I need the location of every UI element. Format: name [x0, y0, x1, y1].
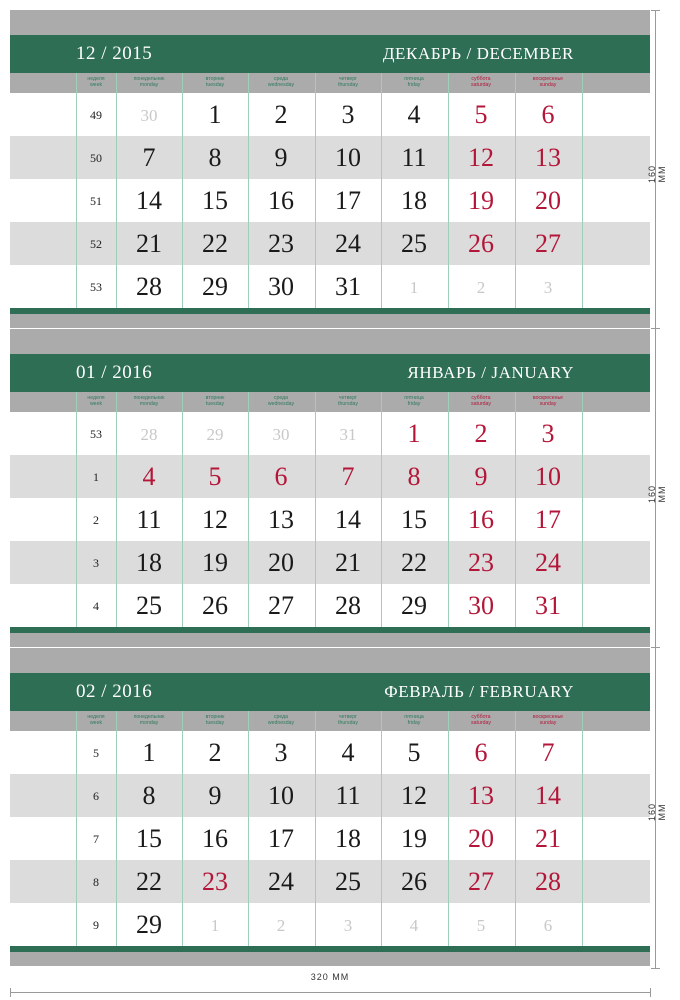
column-divider [515, 73, 516, 308]
week-number: 5 [93, 746, 99, 760]
week-number: 1 [93, 470, 99, 484]
day-cell: 14 [535, 781, 561, 810]
weekday-label-ru: четверг [338, 76, 358, 82]
month-bottom-strip [10, 952, 650, 966]
weekday-label [381, 395, 447, 407]
dimension-tick [650, 988, 651, 997]
column-divider [381, 392, 382, 627]
day-cell: 2 [476, 278, 486, 297]
column-divider [116, 73, 117, 308]
day-cell: 26 [401, 867, 427, 896]
weekday-label-en: tuesday [205, 82, 225, 88]
weekday-label-ru: вторник [205, 76, 225, 82]
week-row [10, 774, 650, 817]
weekday-label-ru: воскресенье [532, 395, 564, 401]
day-cell: 1 [407, 419, 421, 448]
weekday-label-en: thursday [338, 82, 358, 88]
weekday-label-en: saturday [471, 401, 491, 407]
day-cell: 4 [409, 916, 419, 935]
week-number: 53 [90, 427, 102, 441]
month-bottom-strip [10, 633, 650, 647]
day-cell: 10 [268, 781, 294, 810]
weekday-label-ru: среда [273, 714, 289, 720]
day-cell: 18 [401, 186, 427, 215]
day-cell: 20 [268, 548, 294, 577]
day-cell: 16 [468, 505, 494, 534]
month-number: 02 / 2016 [76, 681, 153, 702]
weekday-label [315, 76, 381, 88]
day-cell: 1 [409, 278, 419, 297]
day-cell: 17 [535, 505, 561, 534]
month-name: ДЕКАБРЬ / DECEMBER [382, 44, 574, 63]
day-cell: 5 [407, 738, 421, 767]
day-cell: 18 [136, 548, 162, 577]
column-divider [182, 392, 183, 627]
column-divider [182, 73, 183, 308]
dimension-tick [651, 10, 660, 11]
column-divider [248, 73, 249, 308]
day-cell: 1 [210, 916, 220, 935]
week-number: 50 [90, 151, 102, 165]
weekday-label-ru: пятница [404, 714, 424, 720]
day-cell: 11 [335, 781, 361, 810]
weekday-label-ru: неделя [87, 395, 105, 401]
dimension-line-horizontal [10, 992, 650, 993]
day-cell: 11 [136, 505, 162, 534]
day-cell: 16 [268, 186, 294, 215]
column-divider [315, 711, 316, 946]
day-cell: 21 [535, 824, 561, 853]
weekday-label-ru: пятница [404, 76, 424, 82]
column-divider [582, 73, 583, 308]
day-cell: 2 [274, 100, 288, 129]
weekday-label-en: monday [139, 82, 159, 88]
weekday-label-en: week [89, 720, 103, 726]
weekday-label-en: sunday [539, 401, 557, 407]
weekday-label-ru: воскресенье [532, 714, 564, 720]
month-number: 01 / 2016 [76, 362, 153, 383]
day-cell: 19 [468, 186, 494, 215]
month-block [10, 648, 650, 966]
day-cell: 2 [276, 916, 286, 935]
day-cell: 3 [341, 100, 355, 129]
day-cell: 23 [468, 548, 494, 577]
day-cell: 2 [474, 419, 488, 448]
dimension-tick [10, 988, 11, 997]
day-cell: 3 [541, 419, 555, 448]
month-block [10, 10, 650, 328]
day-cell: 24 [268, 867, 294, 896]
column-divider [381, 73, 382, 308]
day-cell: 3 [274, 738, 288, 767]
day-cell: 25 [136, 591, 162, 620]
day-cell: 11 [401, 143, 427, 172]
day-cell: 15 [202, 186, 228, 215]
column-divider [448, 711, 449, 946]
weekday-label-en: saturday [471, 720, 491, 726]
weekday-label [448, 714, 514, 726]
weekday-label-en: sunday [539, 720, 557, 726]
week-row [10, 584, 650, 627]
weekday-label-en: monday [139, 720, 159, 726]
month-number: 12 / 2015 [76, 43, 153, 64]
day-cell: 26 [468, 229, 494, 258]
day-cell: 10 [535, 462, 561, 491]
day-cell: 13 [468, 781, 494, 810]
day-cell: 2 [208, 738, 222, 767]
weekday-label [515, 714, 581, 726]
week-row [10, 498, 650, 541]
weekday-label [116, 76, 182, 88]
day-cell: 9 [274, 143, 288, 172]
day-cell: 22 [202, 229, 228, 258]
day-cell: 4 [407, 100, 421, 129]
weekday-label-en: friday [407, 720, 421, 726]
day-cell: 5 [476, 916, 486, 935]
weekday-labels-row [10, 392, 650, 412]
weekday-label-ru: вторник [205, 714, 225, 720]
day-cell: 9 [208, 781, 222, 810]
day-cell: 5 [474, 100, 488, 129]
day-cell: 24 [535, 548, 561, 577]
weekday-label [381, 76, 447, 88]
column-divider [76, 711, 77, 946]
day-cell: 24 [335, 229, 361, 258]
week-row [10, 265, 650, 308]
day-cell: 31 [535, 591, 561, 620]
day-cell: 15 [401, 505, 427, 534]
month-block [10, 329, 650, 647]
week-number: 53 [90, 280, 102, 294]
weekday-label-en: tuesday [205, 401, 225, 407]
day-cell: 21 [136, 229, 162, 258]
week-number: 3 [93, 556, 99, 570]
day-cell: 7 [142, 143, 156, 172]
weekday-label [182, 714, 248, 726]
day-cell: 12 [202, 505, 228, 534]
weekday-label-en: wednesday [267, 401, 295, 407]
weekday-label-ru: воскресенье [532, 76, 564, 82]
day-cell: 27 [468, 867, 494, 896]
weekday-label [515, 76, 581, 88]
day-cell: 25 [401, 229, 427, 258]
day-cell: 17 [268, 824, 294, 853]
day-cell: 3 [343, 916, 353, 935]
column-divider [315, 73, 316, 308]
day-cell: 28 [335, 591, 361, 620]
day-cell: 19 [401, 824, 427, 853]
weekday-label-en: sunday [539, 82, 557, 88]
week-number: 52 [90, 237, 102, 251]
day-cell: 22 [401, 548, 427, 577]
day-cell: 13 [268, 505, 294, 534]
column-divider [515, 392, 516, 627]
day-cell: 26 [202, 591, 228, 620]
week-row [10, 731, 650, 774]
weekday-label [116, 395, 182, 407]
day-cell: 6 [541, 100, 555, 129]
column-divider [182, 711, 183, 946]
month-header [10, 354, 650, 392]
week-number: 6 [93, 789, 99, 803]
weekday-label [315, 395, 381, 407]
column-divider [116, 392, 117, 627]
day-cell: 1 [142, 738, 156, 767]
column-divider [515, 711, 516, 946]
weekday-label-en: week [89, 82, 103, 88]
day-cell: 10 [335, 143, 361, 172]
day-cell: 17 [335, 186, 361, 215]
weekday-label-ru: пятница [404, 395, 424, 401]
day-cell: 30 [272, 425, 290, 444]
day-cell: 6 [274, 462, 288, 491]
weekday-labels-row [10, 73, 650, 93]
weekday-label-ru: неделя [87, 714, 105, 720]
weekday-label-ru: суббота [471, 76, 491, 82]
day-cell: 30 [140, 106, 158, 125]
column-divider [248, 711, 249, 946]
column-divider [448, 392, 449, 627]
weekday-label-en: monday [139, 401, 159, 407]
day-cell: 21 [335, 548, 361, 577]
weekday-label-ru: среда [273, 395, 289, 401]
week-row [10, 136, 650, 179]
day-cell: 14 [136, 186, 162, 215]
column-divider [248, 392, 249, 627]
week-number: 49 [90, 108, 102, 122]
weekday-label [515, 395, 581, 407]
weekday-label-en: friday [407, 401, 421, 407]
week-number: 9 [93, 918, 99, 932]
day-cell: 20 [468, 824, 494, 853]
day-cell: 8 [208, 143, 222, 172]
day-cell: 6 [474, 738, 488, 767]
day-cell: 7 [341, 462, 355, 491]
day-cell: 30 [268, 272, 294, 301]
weekday-label-en: wednesday [267, 82, 295, 88]
weekday-label-en: wednesday [267, 720, 295, 726]
day-cell: 28 [535, 867, 561, 896]
day-cell: 12 [468, 143, 494, 172]
day-cell: 19 [202, 548, 228, 577]
height-label: 160 ММ [647, 484, 667, 504]
day-cell: 7 [541, 738, 555, 767]
day-cell: 8 [142, 781, 156, 810]
column-divider [582, 711, 583, 946]
month-header [10, 35, 650, 73]
day-cell: 6 [543, 916, 553, 935]
week-number: 51 [90, 194, 102, 208]
day-cell: 12 [401, 781, 427, 810]
day-cell: 31 [339, 425, 357, 444]
month-header [10, 673, 650, 711]
weekday-label-ru: суббота [471, 714, 491, 720]
day-cell: 22 [136, 867, 162, 896]
weekday-label-ru: суббота [471, 395, 491, 401]
week-number: 8 [93, 875, 99, 889]
column-divider [76, 73, 77, 308]
month-top-strip [10, 329, 650, 354]
month-name: ЯНВАРЬ / JANUARY [407, 363, 574, 382]
week-number: 2 [93, 513, 99, 527]
day-cell: 29 [206, 425, 224, 444]
week-row [10, 860, 650, 903]
day-cell: 29 [136, 910, 162, 939]
height-label: 160 ММ [647, 164, 667, 184]
day-cell: 9 [474, 462, 488, 491]
month-top-strip [10, 10, 650, 35]
weekday-label-en: thursday [338, 401, 358, 407]
weekday-label-en: thursday [338, 720, 358, 726]
weekday-label [448, 395, 514, 407]
day-cell: 23 [268, 229, 294, 258]
day-cell: 14 [335, 505, 361, 534]
column-divider [116, 711, 117, 946]
weekday-label-ru: четверг [338, 395, 358, 401]
week-row [10, 179, 650, 222]
weekday-label-ru: среда [273, 76, 289, 82]
weekday-label-en: saturday [471, 82, 491, 88]
weekday-label [248, 76, 314, 88]
day-cell: 27 [535, 229, 561, 258]
day-cell: 16 [202, 824, 228, 853]
day-cell: 20 [535, 186, 561, 215]
day-cell: 3 [543, 278, 553, 297]
day-cell: 15 [136, 824, 162, 853]
day-cell: 27 [268, 591, 294, 620]
day-cell: 31 [335, 272, 361, 301]
weekday-label-ru: вторник [205, 395, 225, 401]
weekday-label-ru: неделя [87, 76, 105, 82]
column-divider [448, 73, 449, 308]
weekday-label [182, 76, 248, 88]
weekday-label [116, 714, 182, 726]
day-cell: 18 [335, 824, 361, 853]
day-cell: 28 [136, 272, 162, 301]
weekday-label-ru: понедельник [133, 714, 165, 720]
day-cell: 29 [202, 272, 228, 301]
weekday-label [248, 395, 314, 407]
day-cell: 13 [535, 143, 561, 172]
day-cell: 5 [208, 462, 222, 491]
day-cell: 28 [140, 425, 158, 444]
weekday-label-en: week [89, 401, 103, 407]
day-cell: 29 [401, 591, 427, 620]
column-divider [315, 392, 316, 627]
weekday-label-en: tuesday [205, 720, 225, 726]
week-row [10, 222, 650, 265]
day-cell: 25 [335, 867, 361, 896]
column-divider [582, 392, 583, 627]
weekday-label [315, 714, 381, 726]
column-divider [381, 711, 382, 946]
day-cell: 23 [202, 867, 228, 896]
weekday-label-ru: понедельник [133, 395, 165, 401]
day-cell: 4 [142, 462, 156, 491]
month-top-strip [10, 648, 650, 673]
weekday-label-en: friday [407, 82, 421, 88]
month-name: ФЕВРАЛЬ / FEBRUARY [384, 682, 574, 701]
column-divider [76, 392, 77, 627]
week-row [10, 903, 650, 946]
day-cell: 8 [407, 462, 421, 491]
weekday-labels-row [10, 711, 650, 731]
week-number: 4 [93, 599, 99, 613]
day-cell: 30 [468, 591, 494, 620]
weekday-label-ru: четверг [338, 714, 358, 720]
week-row [10, 412, 650, 455]
month-bottom-strip [10, 314, 650, 328]
width-label: 320 ММ [310, 972, 350, 982]
week-row [10, 93, 650, 136]
week-number: 7 [93, 832, 99, 846]
weekday-label [248, 714, 314, 726]
weekday-label-ru: понедельник [133, 76, 165, 82]
week-row [10, 541, 650, 584]
dimension-tick [651, 968, 660, 969]
height-label: 160 ММ [647, 802, 667, 822]
day-cell: 1 [208, 100, 222, 129]
week-row [10, 455, 650, 498]
weekday-label [448, 76, 514, 88]
weekday-label [381, 714, 447, 726]
weekday-label [182, 395, 248, 407]
week-row [10, 817, 650, 860]
day-cell: 4 [341, 738, 355, 767]
